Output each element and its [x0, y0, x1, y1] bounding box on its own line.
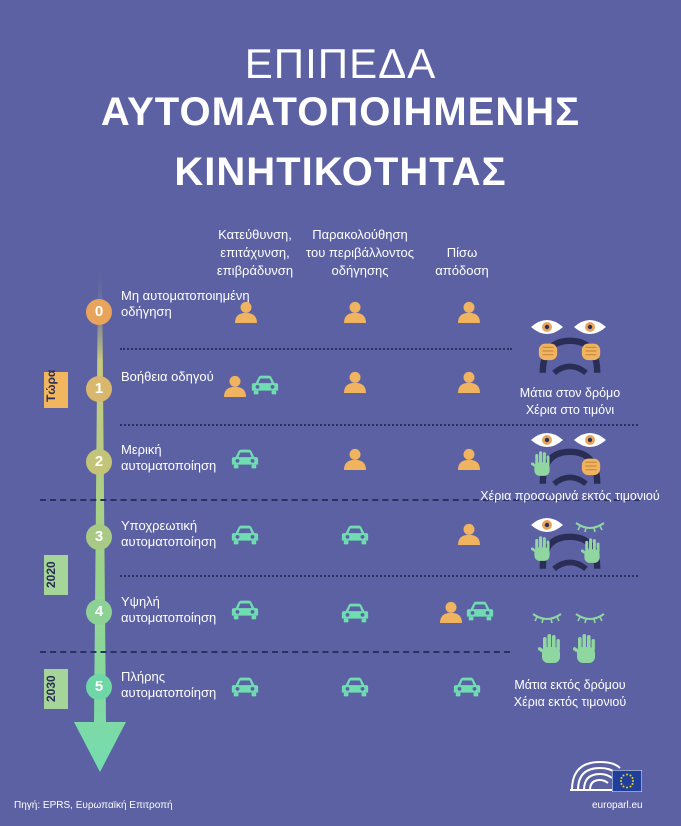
caption-eyes-off-road: Μάτια εκτός δρόμου — [514, 678, 626, 692]
title-line-3: ΚΙΝΗΤΙΚΟΤΗΤΑΣ — [174, 150, 507, 194]
row-separator — [120, 424, 638, 426]
car-icon — [230, 675, 260, 699]
level-name-2: Μερική αυτοματοποίηση — [121, 442, 217, 473]
hand-on-wheel-icon — [537, 340, 559, 362]
eye-open-icon — [572, 317, 608, 337]
title-line-1: ΕΠΙΠΕΔΑ — [244, 40, 437, 87]
open-hand-icon — [531, 535, 553, 563]
person-icon — [341, 371, 369, 393]
open-hand-icon — [581, 537, 603, 565]
level-name-0: Μη αυτοματοποιημένη οδήγηση — [121, 288, 250, 319]
level-name-5: Πλήρης αυτοματοποίηση — [121, 669, 217, 700]
column-header-monitoring: Παρακολούθηση του περιβάλλοντος οδήγησης — [306, 227, 414, 278]
open-hand-icon — [531, 450, 553, 478]
car-icon — [230, 447, 260, 471]
column-header-steering: Κατεύθυνση, επιτάχυνση, επιβράδυνση — [216, 227, 294, 278]
person-icon — [341, 301, 369, 323]
car-icon — [250, 373, 280, 397]
level-name-4: Υψηλή αυτοματοποίηση — [121, 594, 217, 625]
eye-closed-icon — [572, 606, 608, 626]
level-name-1: Βοήθεια οδηγού — [121, 369, 214, 384]
era-separator-2030 — [40, 651, 510, 653]
open-hand-icon — [538, 632, 564, 666]
car-icon — [340, 523, 370, 547]
level-number-1: 1 — [86, 376, 112, 402]
eu-flag-icon — [612, 770, 642, 792]
person-icon — [437, 601, 465, 623]
caption-hands-temp-off: Χέρια προσωρινά εκτός τιμονιού — [480, 489, 660, 503]
level-number-4: 4 — [86, 599, 112, 625]
badge-2030: 2030 — [44, 669, 68, 709]
level-name-3: Υποχρεωτική αυτοματοποίηση — [121, 518, 217, 549]
car-icon — [230, 523, 260, 547]
person-icon — [341, 448, 369, 470]
row-separator — [120, 575, 638, 577]
caption-hands-off-wheel: Χέρια εκτός τιμονιού — [513, 695, 627, 709]
person-icon — [455, 523, 483, 545]
title-line-2: ΑΥΤΟΜΑΤΟΠΟΙΗΜΕΝΗΣ — [100, 90, 581, 134]
level-number-3: 3 — [86, 524, 112, 550]
car-icon — [465, 599, 495, 623]
car-icon — [340, 675, 370, 699]
hand-on-wheel-icon — [580, 455, 602, 477]
person-icon — [455, 371, 483, 393]
car-icon — [340, 601, 370, 625]
caption-hands-on-wheel: Χέρια στο τιμόνι — [525, 403, 615, 417]
car-icon — [452, 675, 482, 699]
level-number-0: 0 — [86, 299, 112, 325]
level-number-5: 5 — [86, 674, 112, 700]
badge-2020: 2020 — [44, 555, 68, 595]
hand-on-wheel-icon — [580, 340, 602, 362]
eye-open-icon — [529, 317, 565, 337]
person-icon — [232, 301, 260, 323]
site-link[interactable]: europarl.eu — [592, 800, 643, 811]
row-separator — [120, 348, 512, 350]
eye-closed-icon — [529, 606, 565, 626]
badge-now: Τώρα — [44, 372, 68, 408]
car-icon — [230, 598, 260, 622]
level-number-2: 2 — [86, 449, 112, 475]
person-icon — [455, 301, 483, 323]
open-hand-icon — [573, 632, 599, 666]
caption-eyes-on-road: Μάτια στον δρόμο — [519, 386, 621, 400]
person-icon — [221, 375, 249, 397]
column-header-fallback: Πίσω απόδοση — [435, 245, 489, 278]
source-note: Πηγή: EPRS, Ευρωπαϊκή Επιτροπή — [14, 800, 173, 811]
person-icon — [455, 448, 483, 470]
